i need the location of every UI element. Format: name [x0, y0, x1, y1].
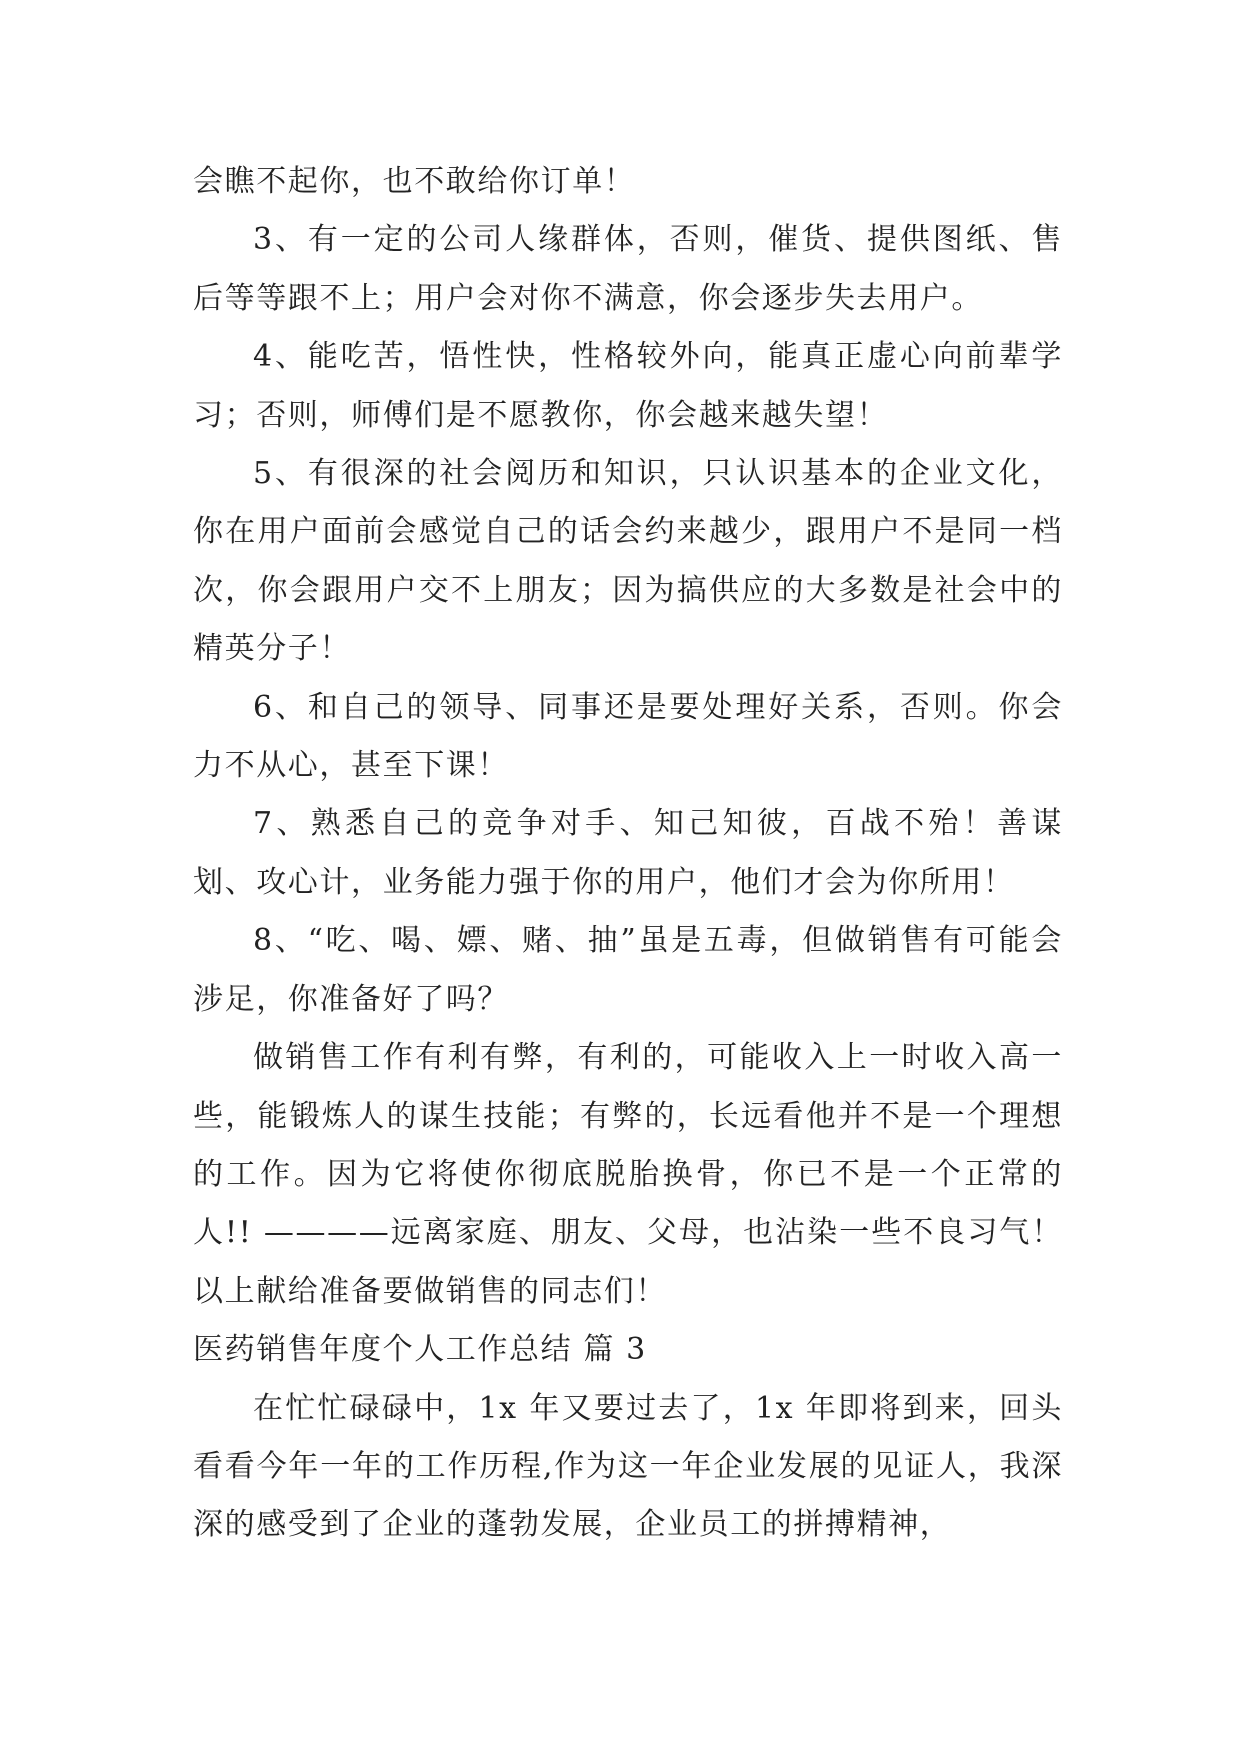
document-body [193, 153, 1063, 1555]
paragraph-summary: 做销售工作有利有弊，有利的，可能收入上一时收入高一些，能锻炼人的谋生技能；有弊的，长远看他并不是一个理想的工作。因为它将使你彻底脱胎换骨，你已不是一个正常的人!! ————远离家庭、朋友、父母，也沾染一些不良习气！以上献给准备要做销售的同志们！ [193, 1040, 1063, 1309]
paragraph-item-3: 3、有一定的公司人缘群体，否则，催货、提供图纸、售后等等跟不上；用户会对你不满意，你会逐步失去用户。 [193, 222, 1063, 316]
paragraph-section-intro: 在忙忙碌碌中，1x 年又要过去了，1x 年即将到来，回头看看今年一年的工作历程,作为这一年企业发展的见证人，我深深的感受到了企业的蓬勃发展，企业员工的拼搏精神， [193, 1390, 1063, 1543]
paragraph-continuation: 会瞧不起你，也不敢给你订单！ [193, 164, 636, 199]
paragraph-item-5: 5、有很深的社会阅历和知识，只认识基本的企业文化，你在用户面前会感觉自己的话会约来越少，跟用户不是同一档次，你会跟用户交不上朋友；因为搞供应的大多数是社会中的精英分子！ [193, 456, 1063, 667]
paragraph-item-6: 6、和自己的领导、同事还是要处理好关系，否则。你会力不从心，甚至下课！ [193, 689, 1063, 784]
section-heading: 医药销售年度个人工作总结 篇 3 [193, 1332, 647, 1368]
paragraph-item-7: 7、熟悉自己的竞争对手、知己知彼，百战不殆！善谋划、攻心计，业务能力强于你的用户，他们才会为你所用！ [193, 806, 1063, 900]
paragraph-item-4: 4、能吃苦，悟性快，性格较外向，能真正虚心向前辈学习；否则，师傅们是不愿教你，你会越来越失望！ [193, 339, 1063, 433]
paragraph-item-8: 8、“吃、喝、嫖、赌、抽”虽是五毒，但做销售有可能会涉足，你准备好了吗？ [193, 923, 1063, 1017]
